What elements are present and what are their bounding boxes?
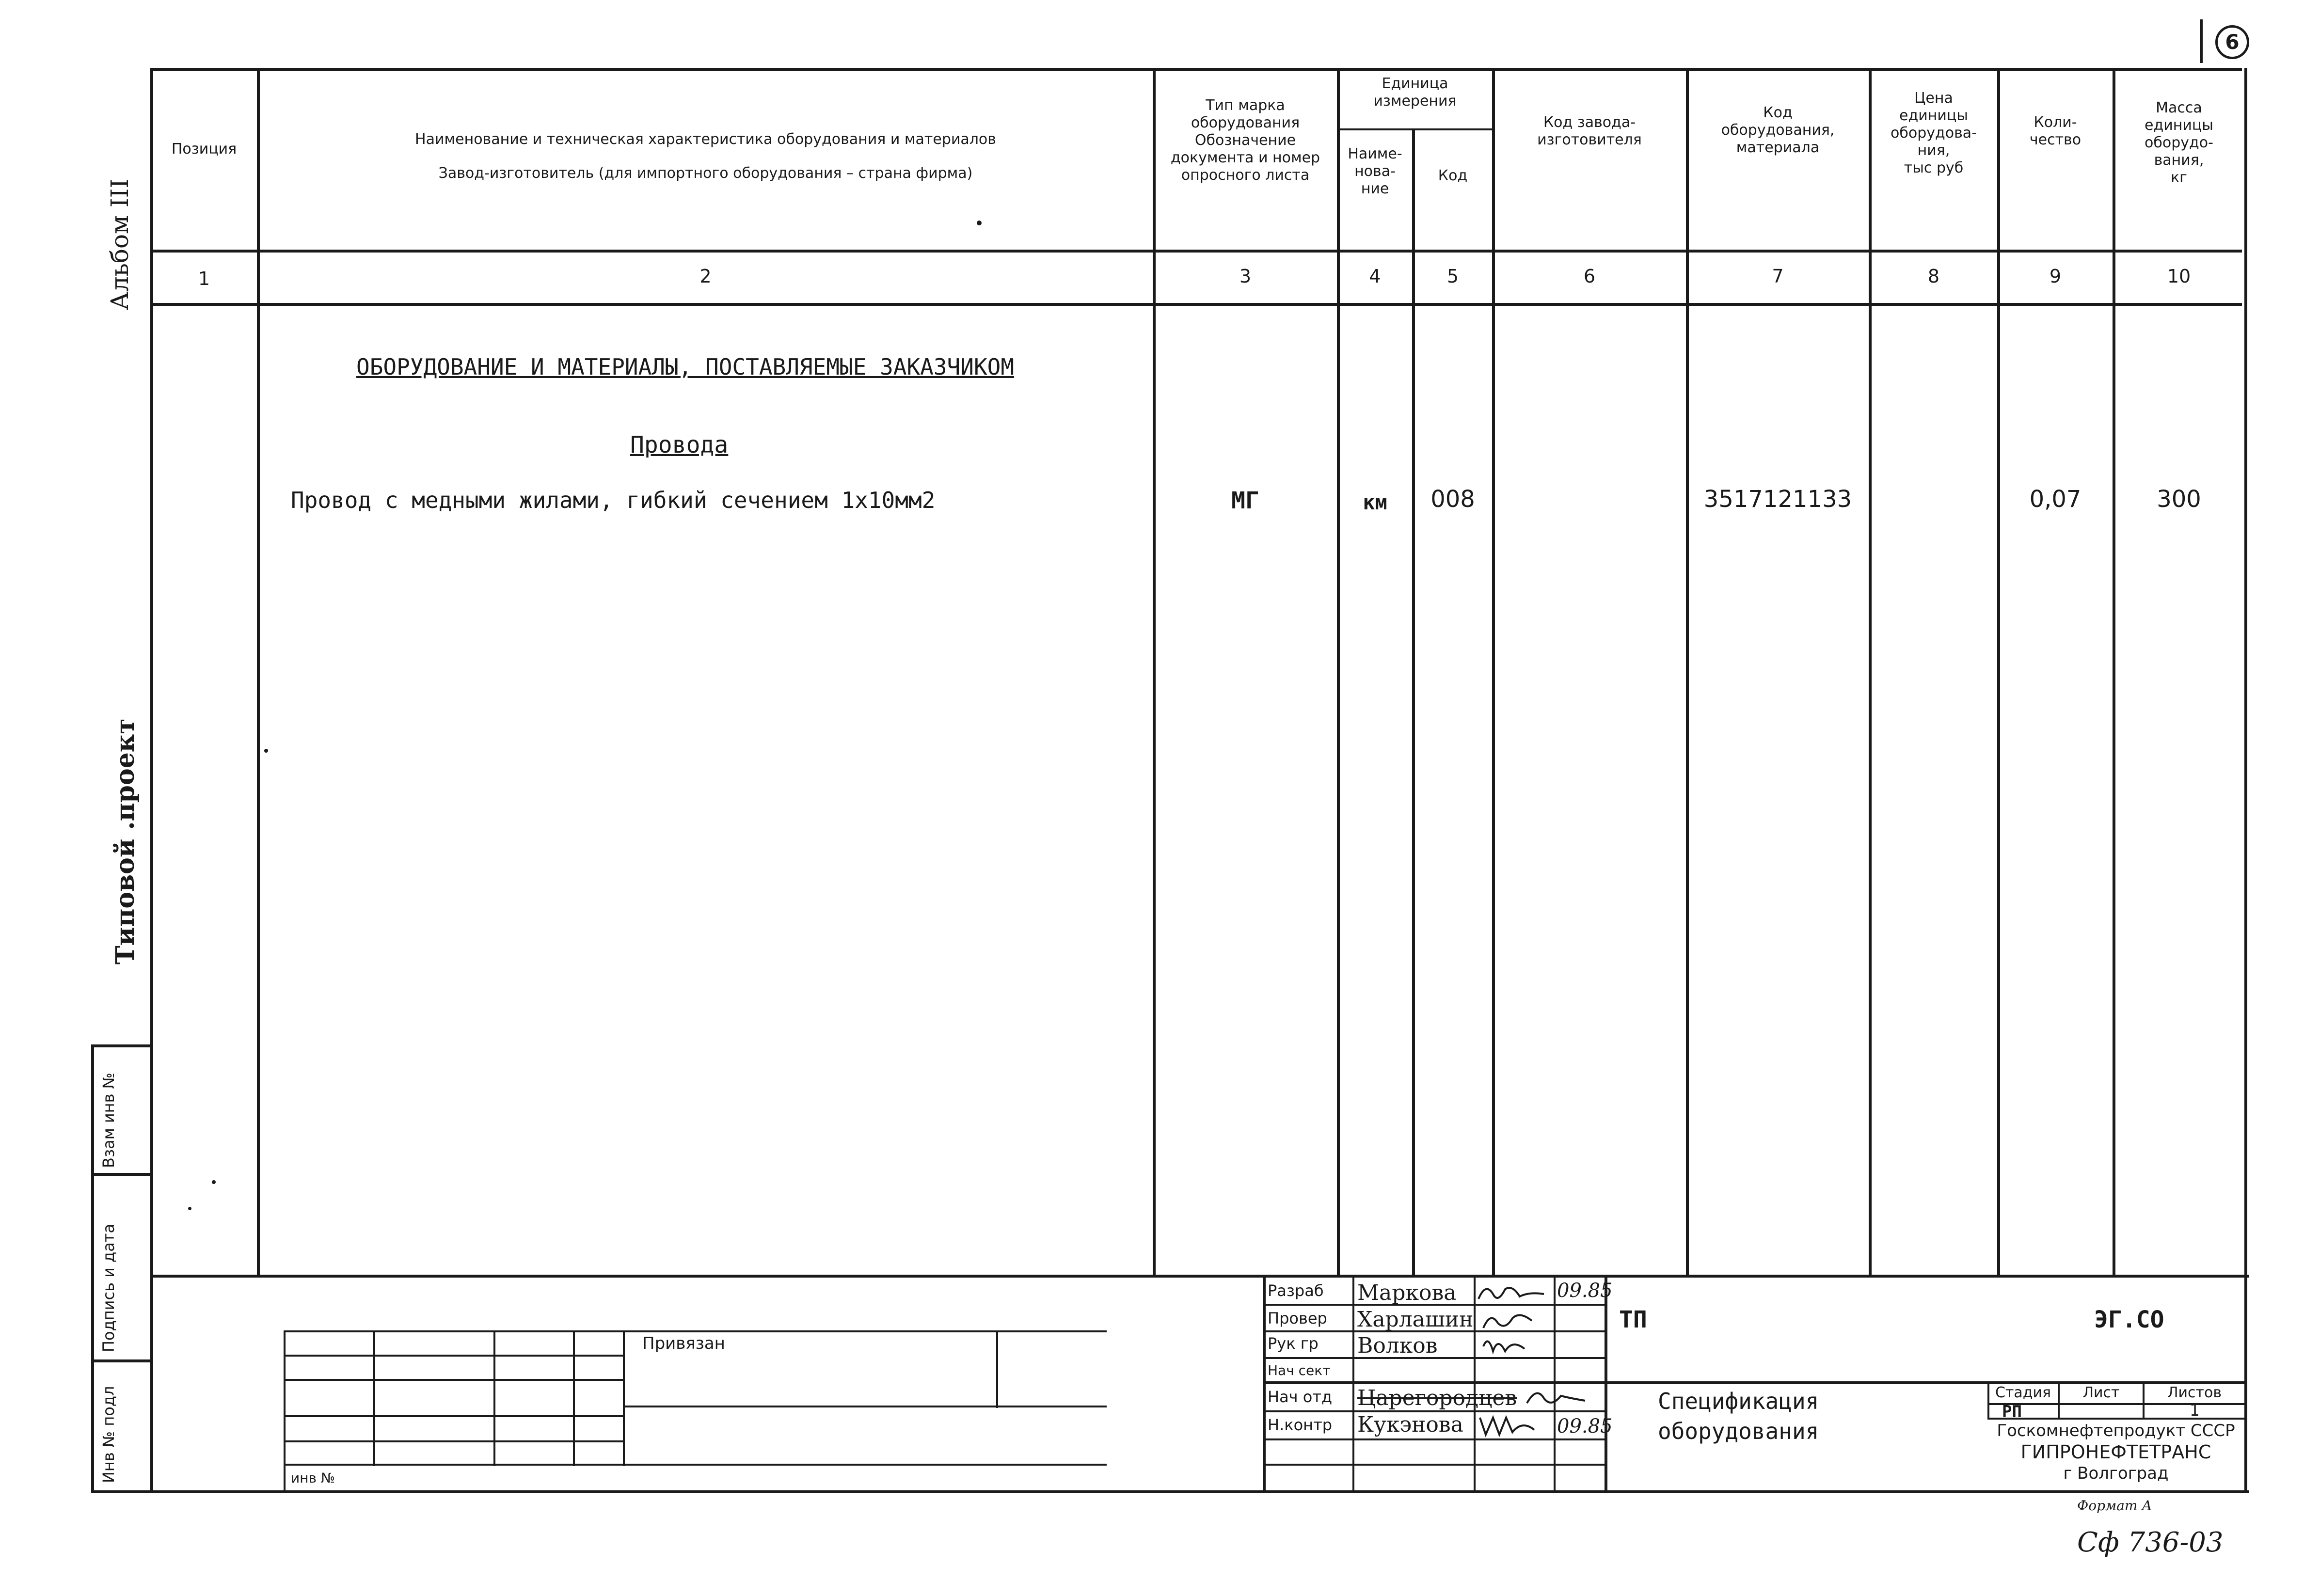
col-number-4: 4: [1369, 266, 1381, 287]
name-razrab: Маркова: [1357, 1280, 1457, 1305]
row-unit-code: 008: [1430, 486, 1475, 513]
col-number-5: 5: [1446, 266, 1459, 287]
project-prefix: ТП: [1619, 1306, 1647, 1333]
header-price: Цена единицы оборудова- ния, тыс руб: [1891, 90, 1977, 176]
header-unit-code: Код: [1438, 167, 1468, 184]
name-ruk-gr: Волков: [1357, 1333, 1438, 1358]
subsection-title: Провода: [630, 431, 729, 458]
stage-value: РП: [2002, 1402, 2022, 1422]
doc-title: Спецификация оборудования: [1658, 1388, 1819, 1444]
album-label: Альбом III: [106, 178, 134, 310]
header-material-code: Код оборудования, материала: [1721, 104, 1835, 156]
role-nach-sekt: Нач сект: [1268, 1362, 1331, 1378]
header-unit-name: Наиме- нова- ние: [1348, 145, 1402, 197]
header-quantity: Коли- чество: [2029, 114, 2082, 148]
stage-header: Стадия: [1995, 1384, 2051, 1401]
col-number-6: 6: [1583, 266, 1596, 287]
signature-razrab: [1476, 1280, 1551, 1306]
col-number-7: 7: [1772, 266, 1784, 287]
col-number-10: 10: [2167, 266, 2191, 287]
privyazan-label: Привязан: [642, 1334, 725, 1353]
signature-n-kontr: [1476, 1410, 1551, 1439]
vzam-inv-label: Взам инв №: [99, 1073, 118, 1168]
sheets-header: Листов: [2167, 1384, 2222, 1401]
header-mass: Масса единицы оборудо- вания, кг: [2145, 99, 2213, 186]
inv-podl-label: Инв № подл: [99, 1386, 118, 1483]
row-unit-name: км: [1363, 490, 1387, 514]
role-ruk-gr: Рук гр: [1268, 1334, 1319, 1353]
podpis-data-label: Подпись и дата: [99, 1223, 118, 1352]
footer-code: Сф 736-03: [2077, 1527, 2224, 1558]
inv-no-label: инв №: [291, 1470, 335, 1486]
col-number-9: 9: [2049, 266, 2062, 287]
typical-project-label: Типовой .проект: [111, 718, 140, 964]
row-material-code: 3517121133: [1703, 486, 1852, 513]
date-razrab: 09.85: [1557, 1280, 1613, 1302]
date-n-kontr: 09.85: [1557, 1415, 1613, 1438]
header-manufacturer-code: Код завода- изготовителя: [1537, 114, 1642, 148]
row-item-name: Провод с медными жилами, гибкий сечением 1х10мм2: [291, 487, 936, 513]
role-razrab: Разраб: [1268, 1281, 1324, 1300]
col-number-1: 1: [198, 268, 210, 289]
col-number-3: 3: [1239, 266, 1252, 287]
name-nach-otd: Царегородцев: [1357, 1386, 1517, 1410]
role-prover: Провер: [1268, 1309, 1327, 1327]
name-prover: Харлашин: [1357, 1307, 1474, 1332]
signature-nach-otd: [1522, 1384, 1595, 1410]
signature-prover: [1478, 1306, 1551, 1333]
signature-ruk-gr: [1478, 1332, 1551, 1359]
organization: Госкомнефтепродукт СССР ГИПРОНЕФТЕТРАНС г Волгоград: [1997, 1421, 2235, 1483]
role-n-kontr: Н.контр: [1268, 1416, 1333, 1434]
name-n-kontr: Кукэнова: [1357, 1412, 1463, 1437]
row-type-mark: МГ: [1231, 487, 1259, 514]
role-nach-otd: Нач отд: [1268, 1388, 1333, 1406]
sheet-header: Лист: [2082, 1384, 2120, 1401]
header-unit-group: Единица измерения: [1373, 75, 1457, 110]
sheets-value: 1: [2189, 1401, 2200, 1420]
section-title: ОБОРУДОВАНИЕ И МАТЕРИАЛЫ, ПОСТАВЛЯЕМЫЕ ЗАКАЗЧИКОМ: [356, 354, 1015, 380]
header-type-mark: Тип марка оборудования Обозначение документа и номер опросного листа: [1170, 97, 1320, 184]
project-code: ЭГ.СО: [2094, 1306, 2164, 1333]
row-mass: 300: [2157, 486, 2201, 513]
format-note: Формат А: [2077, 1498, 2152, 1514]
header-name-line1: Наименование и техническая характеристика оборудования и материалов: [415, 131, 996, 148]
header-name-line2: Завод-изготовитель (для импортного оборудования – страна фирма): [438, 165, 973, 182]
row-quantity: 0,07: [2029, 486, 2082, 513]
col-number-2: 2: [699, 266, 712, 287]
col-number-8: 8: [1927, 266, 1940, 287]
header-position: Позиция: [171, 141, 237, 158]
sheet-number-badge: 6: [2215, 25, 2249, 59]
